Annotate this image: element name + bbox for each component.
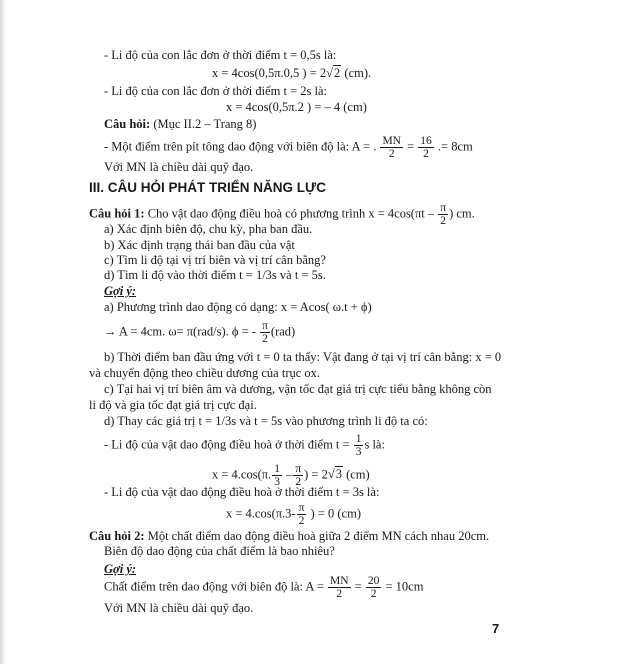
- equation-line: [226, 502, 361, 527]
- radicand: 2: [334, 66, 341, 80]
- radicand: 3: [335, 467, 342, 482]
- equation-text: s là:: [364, 437, 385, 452]
- equation-text: (cm).: [341, 66, 372, 80]
- text-line: - Li độ của con lắc đơn ở thời điểm t = 0,5s là:: [104, 48, 337, 62]
- fraction: $\frac{\pi}{2}$: [440, 202, 447, 227]
- text-line: và chuyển động theo chiều dương của trục ox.: [89, 366, 321, 380]
- fraction: $\frac{20}{2}$: [367, 575, 380, 600]
- page-binding-shadow: [0, 0, 6, 664]
- equation-text: (cm): [342, 467, 370, 482]
- equation-line: [212, 66, 371, 81]
- page-number: 7: [492, 621, 500, 636]
- equation-line: Chất điểm trên dao động với biên độ là: A = $\frac{MN}{2}$ = $\frac{20}{2}$ = 10cm: [104, 575, 424, 600]
- text-line: - Li độ của vật dao động điều hoà ở thời điểm t = 3s là:: [104, 485, 380, 499]
- question-text: Một chất điểm dao động điều hoà giữa 2 điểm MN cách nhau 20cm.: [144, 529, 490, 543]
- text-line: a) Xác định biên độ, chu kỳ, pha ban đầu.: [104, 222, 313, 236]
- text-line: Với MN là chiều dài quỹ đạo.: [104, 160, 254, 174]
- equation-text: - Li độ của vật dao động điều hoà ở thời điểm t =: [104, 437, 350, 452]
- text-line: b) Xác định trạng thái ban đầu của vật: [104, 238, 295, 252]
- question-label: Câu hỏi:: [104, 117, 151, 131]
- equation-text: (rad): [270, 324, 296, 339]
- section-heading: III. CÂU HỎI PHÁT TRIỂN NĂNG LỰC: [89, 180, 326, 195]
- fraction: $\frac{\pi}{2}$: [262, 320, 268, 345]
- equation-text: ) = 0 (cm): [307, 506, 361, 521]
- equation-line: - Một điểm trên pít tông dao động với biên độ là: A = . $\frac{MN}{2}$ = $\frac{16}{2}$ .= 8cm: [104, 135, 473, 160]
- question-line: [89, 529, 489, 544]
- equation-text: x = 4.cos(π.: [212, 467, 272, 482]
- text-line: - Li độ của con lắc đơn ở thời điểm t = 2s là:: [104, 84, 328, 98]
- equation-text: x = 4cos(0,5π.0,5 ) = 2: [212, 66, 327, 80]
- sqrt-symbol: √2: [326, 66, 341, 80]
- text-line: a) Phương trình dao động có dạng: x = Acos( ω.t + ϕ): [104, 300, 372, 314]
- text-line: Biên độ dao động của chất điểm là bao nhiêu?: [104, 544, 335, 558]
- question-text: (Mục II.2 – Trang 8): [150, 117, 257, 131]
- equation-text: → A = 4cm. ω= π(rad/s). ϕ = -: [104, 324, 256, 339]
- equation-text: x = 4.cos(π.3-: [226, 506, 296, 521]
- fraction: $\frac{1}{3}$: [355, 433, 362, 458]
- question-label: Câu hỏi 1:: [89, 206, 145, 221]
- equation-text: = 10cm: [382, 579, 424, 594]
- fraction: $\frac{MN}{2}$: [330, 575, 349, 600]
- text-line: b) Thời điểm ban đầu ứng với t = 0 ta thấy: Vật đang ở tại vị trí cân bằng: x = 0: [104, 350, 502, 364]
- fraction: $\frac{\pi}{2}$: [298, 502, 305, 527]
- question-text: Cho vật dao động điều hoà có phương trình x = 4cos(πt –: [144, 206, 435, 221]
- equation-text: - Một điểm trên pít tông dao động với biên độ là: A = .: [104, 139, 377, 154]
- sqrt-symbol: √3: [327, 467, 342, 482]
- text-line: d) Tìm li độ vào thời điểm t = 1/3s và t = 5s.: [104, 268, 326, 282]
- equation-line: x = 4.cos(π. $\frac{1}{3}$ – $\frac{\pi}{2}$ ) = 2√3 (cm): [212, 463, 370, 488]
- hint-label: Gợi ý:: [104, 284, 137, 298]
- equation-line: x = 4cos(0,5π.2 ) = – 4 (cm): [226, 100, 367, 114]
- fraction: $\frac{MN}{2}$: [382, 135, 401, 160]
- fraction: $\frac{\pi}{2}$: [295, 463, 302, 488]
- question-text: ) cm.: [449, 206, 475, 221]
- equation-line: [104, 320, 295, 345]
- equation-text: .= 8cm: [434, 139, 473, 154]
- equation-line: [104, 433, 385, 458]
- text-line: c) Tìm li độ tại vị trí biên và vị trí cân bằng?: [104, 253, 326, 267]
- equation-text: Chất điểm trên dao động với biên độ là: A =: [104, 579, 324, 594]
- question-label: Câu hỏi 2:: [89, 529, 145, 543]
- fraction: $\frac{16}{2}$: [420, 135, 432, 160]
- text-line: c) Tại hai vị trí biên âm và dương, vận tốc đạt giá trị cực tiểu bằng không còn: [104, 382, 492, 396]
- hint-label: Gợi ý:: [104, 562, 137, 576]
- fraction: $\frac{1}{3}$: [274, 463, 280, 488]
- text-line: d) Thay các giá trị t = 1/3s và t = 5s vào phương trình li độ ta có:: [104, 414, 428, 428]
- text-line: Với MN là chiều dài quỹ đạo.: [104, 601, 254, 615]
- text-line: li độ và gia tốc đạt giá trị cực đại.: [89, 398, 257, 412]
- question-line: [104, 117, 256, 132]
